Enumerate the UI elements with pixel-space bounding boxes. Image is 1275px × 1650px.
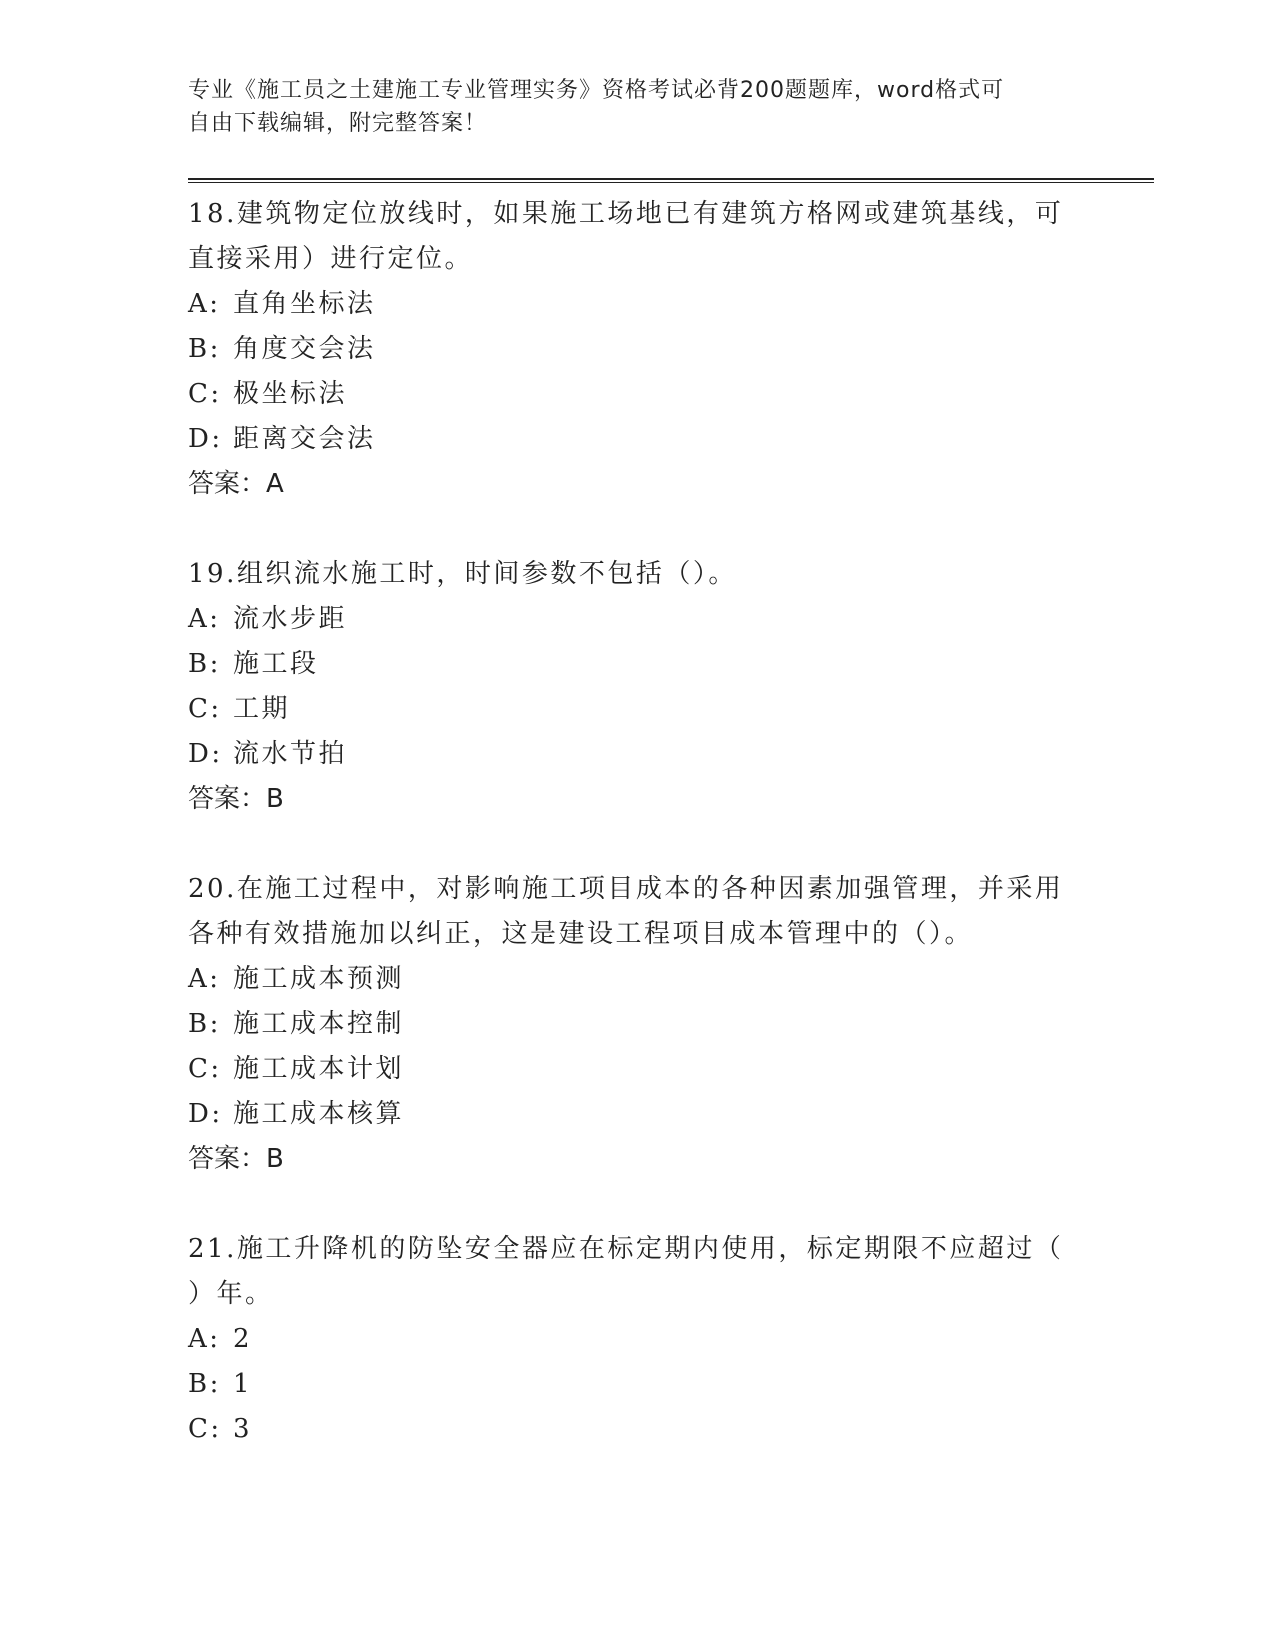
option-b: B: 施工成本控制 [188,1009,405,1039]
question-list [188,192,1088,1452]
option-d: D: 流水节拍 [188,739,348,769]
header-rule-thick [188,178,1154,180]
question-stem: 20.在施工过程中，对影响施工项目成本的各种因素加强管理，并采用 各种有效措施加以纠正，这是建设工程项目成本管理中的（）。 [188,874,1064,949]
option-c: C: 3 [188,1414,253,1444]
question-19 [188,552,1088,822]
option-b: B: 1 [188,1369,253,1399]
header-rule-thin [188,182,1154,183]
question-18 [188,192,1088,507]
header-line-2: 自由下载编辑，附完整答案！ [188,111,488,136]
document-header [188,74,1068,140]
header-line-1: 专业《施工员之土建施工专业管理实务》资格考试必背200题题库，word格式可 [188,78,1005,103]
option-b: B: 施工段 [188,649,319,679]
spacer [188,1182,1088,1227]
option-c: C: 施工成本计划 [188,1054,405,1084]
option-d: D: 距离交会法 [188,424,376,454]
answer-line: 答案：A [188,469,284,499]
spacer [188,507,1088,552]
question-20 [188,867,1088,1182]
option-a: A: 2 [188,1324,253,1354]
option-a: A: 直角坐标法 [188,289,376,319]
spacer [188,822,1088,867]
question-21 [188,1227,1088,1452]
option-c: C: 极坐标法 [188,379,348,409]
question-stem: 18.建筑物定位放线时，如果施工场地已有建筑方格网或建筑基线，可 直接采用）进行定位。 [188,199,1064,274]
option-a: A: 流水步距 [188,604,348,634]
question-stem: 19.组织流水施工时，时间参数不包括（）。 [188,559,737,589]
question-stem: 21.施工升降机的防坠安全器应在标定期内使用，标定期限不应超过（ ）年。 [188,1234,1064,1309]
option-b: B: 角度交会法 [188,334,376,364]
option-a: A: 施工成本预测 [188,964,405,994]
answer-line: 答案：B [188,784,284,814]
option-c: C: 工期 [188,694,291,724]
answer-line: 答案：B [188,1144,284,1174]
option-d: D: 施工成本核算 [188,1099,405,1129]
